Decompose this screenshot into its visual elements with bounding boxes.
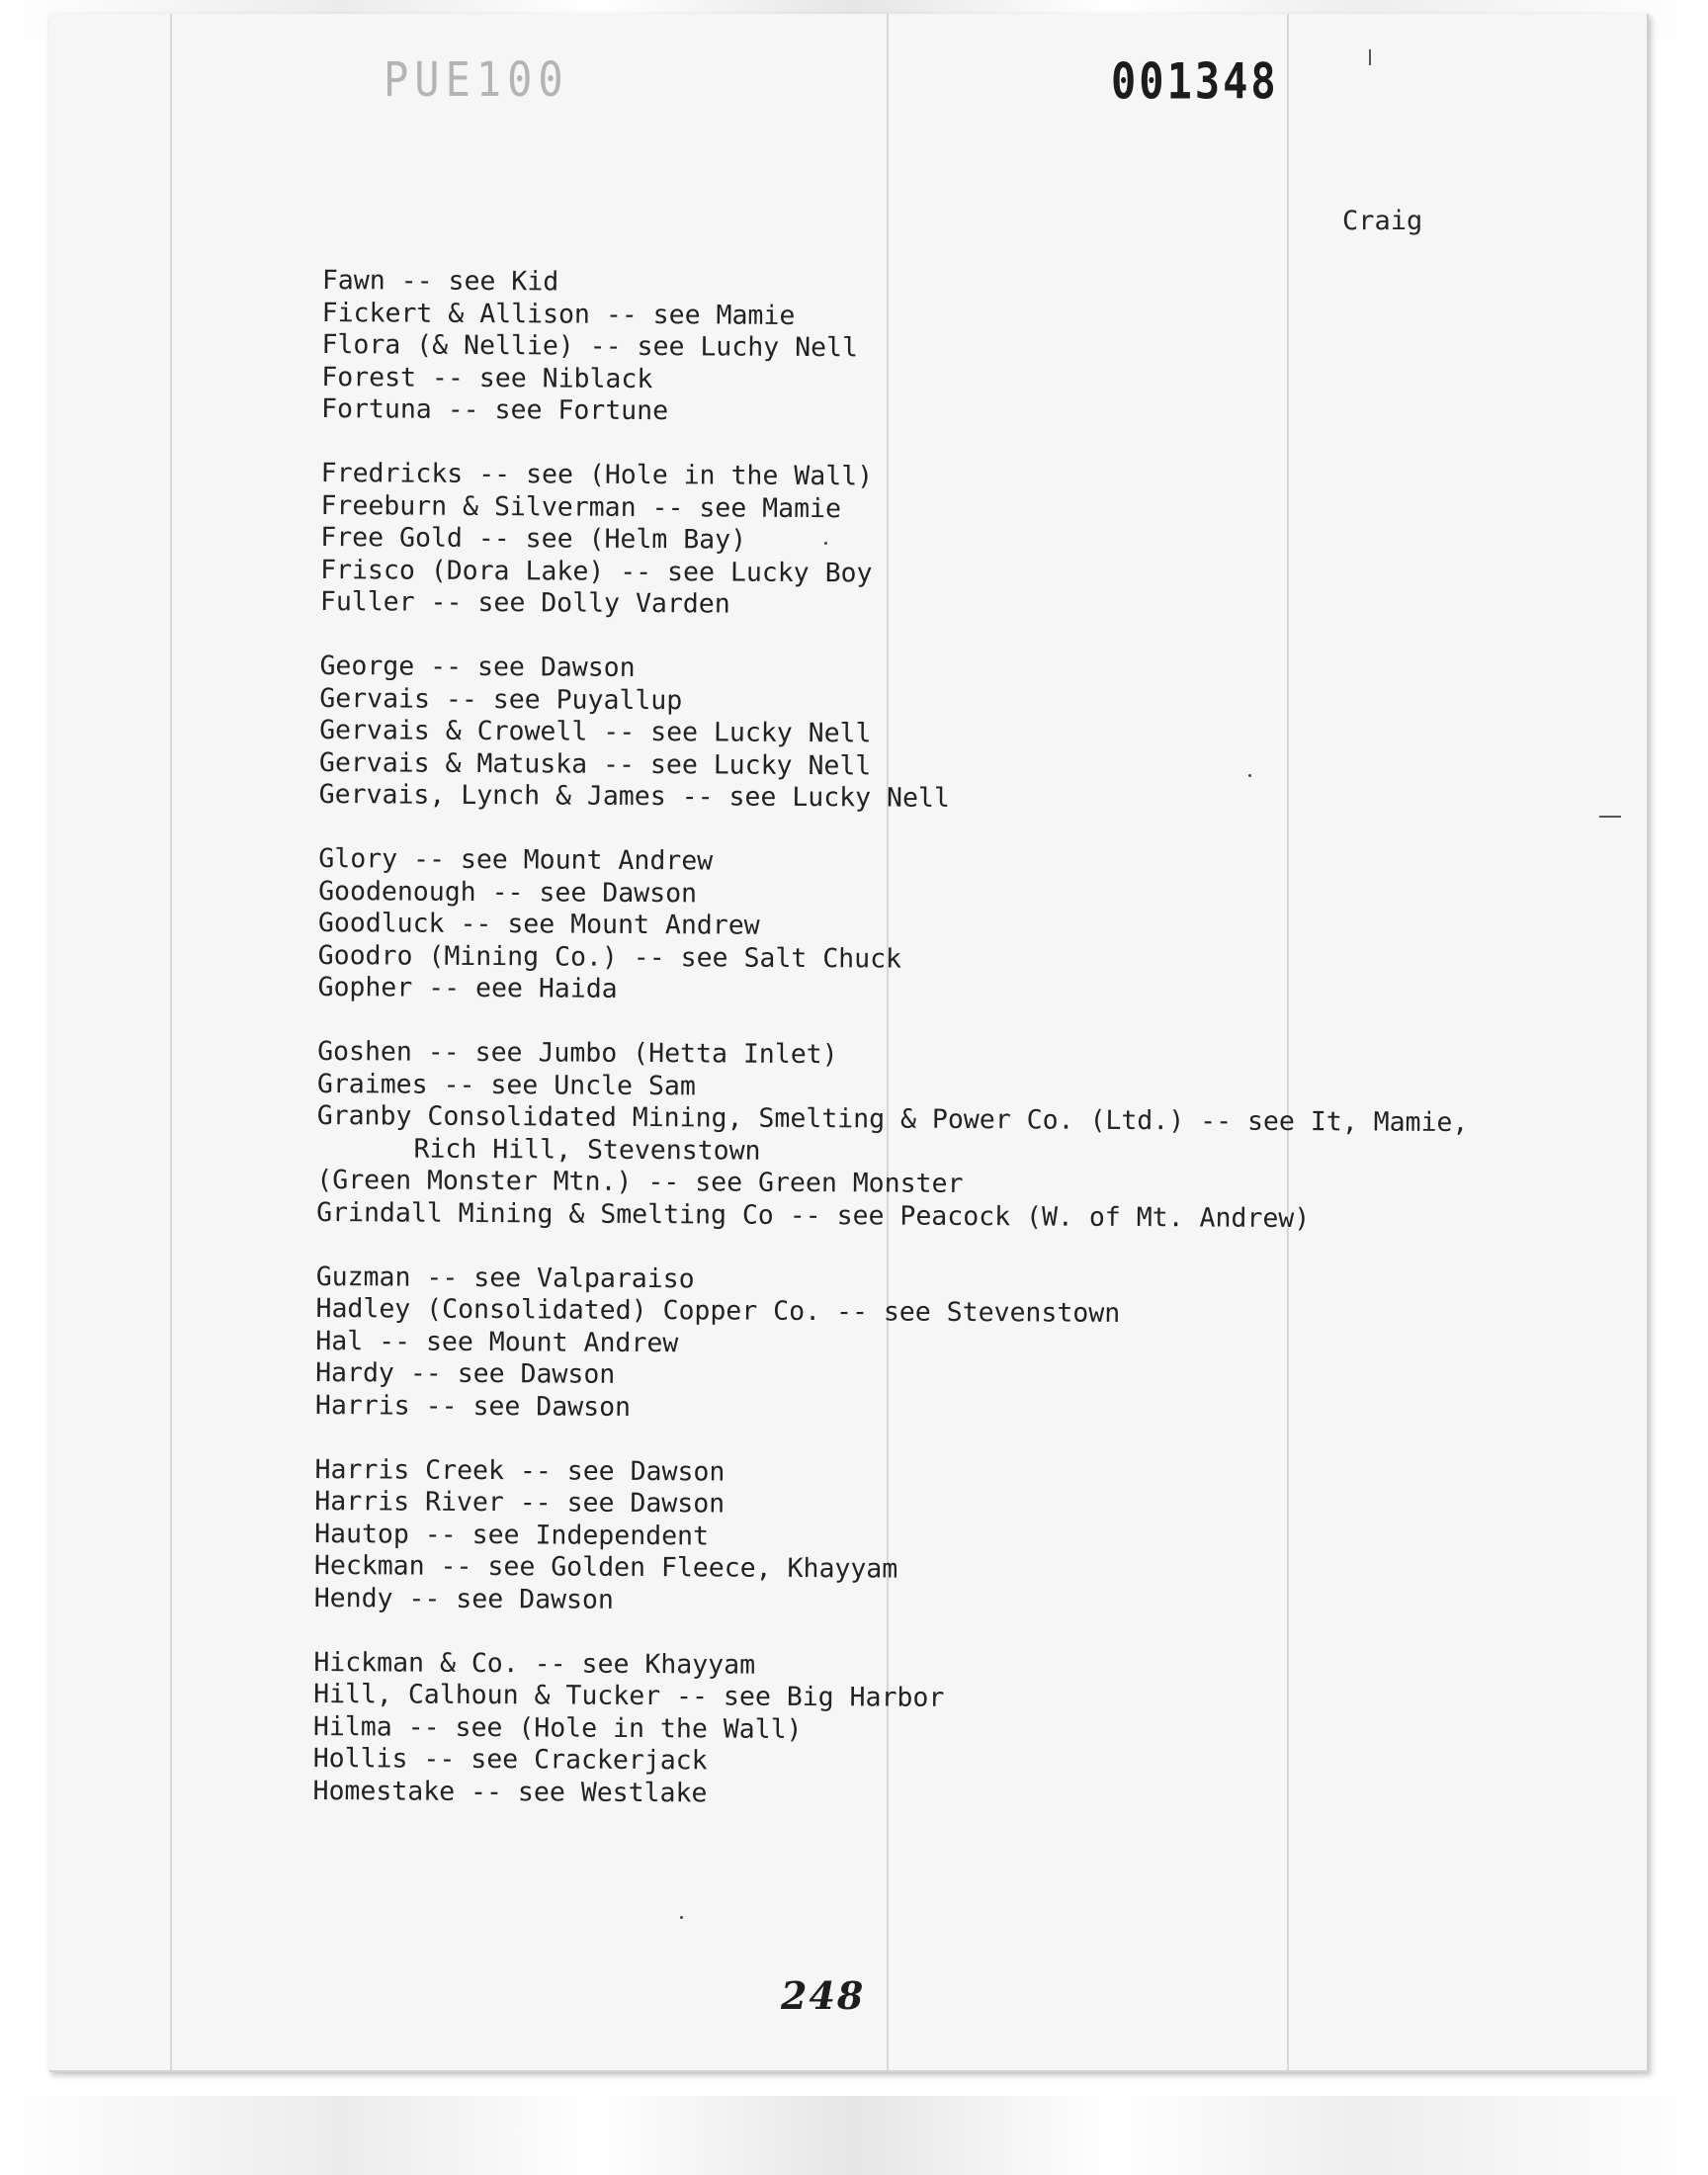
margin-dash-mark bbox=[1599, 816, 1621, 818]
list-item: Gervais & Crowell -- see Lucky Nell bbox=[319, 714, 872, 749]
list-item: Homestake -- see Westlake bbox=[312, 1775, 708, 1808]
list-item: Fawn -- see Kid bbox=[321, 265, 559, 298]
list-item: Gervais -- see Puyallup bbox=[319, 682, 683, 716]
entry-group bbox=[321, 265, 1568, 433]
list-item: Grindall Mining & Smelting Co -- see Peacock (W. of Mt. Andrew) bbox=[316, 1196, 1311, 1234]
margin-tick-mark bbox=[1369, 49, 1371, 65]
faint-stamp: PUE100 bbox=[384, 51, 569, 108]
list-item: Harris -- see Dawson bbox=[314, 1389, 632, 1423]
list-item: Hill, Calhoun & Tucker -- see Big Harbor bbox=[313, 1678, 945, 1713]
cross-reference-list bbox=[312, 265, 1568, 1847]
list-item: Graimes -- see Uncle Sam bbox=[316, 1068, 696, 1101]
list-item: Harris Creek -- see Dawson bbox=[314, 1453, 726, 1488]
list-item: Goodenough -- see Dawson bbox=[318, 875, 698, 909]
list-item: Flora (& Nellie) -- see Luchy Nell bbox=[321, 328, 859, 364]
entry-group bbox=[312, 1646, 1559, 1814]
list-item: Freeburn & Silverman -- see Mamie bbox=[320, 489, 842, 524]
list-item: Goodluck -- see Mount Andrew bbox=[317, 907, 760, 941]
list-item: Fredricks -- see (Hole in the Wall) bbox=[320, 457, 874, 492]
list-item: Fickert & Allison -- see Mamie bbox=[321, 297, 796, 331]
entry-group bbox=[317, 843, 1564, 1011]
list-item: Frisco (Dora Lake) -- see Lucky Boy bbox=[320, 554, 873, 588]
list-item: Hendy -- see Dawson bbox=[313, 1582, 614, 1615]
list-item: Guzman -- see Valparaiso bbox=[315, 1261, 695, 1294]
list-item: Free Gold -- see (Helm Bay) bbox=[320, 521, 747, 556]
region-label: Craig bbox=[1342, 206, 1423, 236]
list-item: Glory -- see Mount Andrew bbox=[318, 842, 714, 877]
entry-group bbox=[314, 1453, 1561, 1621]
list-item: Gervais, Lynch & James -- see Lucky Nell bbox=[318, 778, 950, 814]
page-number: 248 bbox=[781, 1973, 866, 2018]
list-item: Fuller -- see Dolly Varden bbox=[319, 585, 730, 620]
list-item: Gopher -- eee Haida bbox=[317, 971, 618, 1004]
scan-edge-bottom bbox=[0, 2096, 1708, 2175]
document-number: 001348 bbox=[1111, 52, 1279, 111]
list-item: Goshen -- see Jumbo (Hetta Inlet) bbox=[317, 1035, 838, 1071]
list-item: Heckman -- see Golden Fleece, Khayyam bbox=[313, 1549, 898, 1585]
list-item: Goodro (Mining Co.) -- see Salt Chuck bbox=[317, 939, 902, 975]
list-item: Hickman & Co. -- see Khayyam bbox=[313, 1646, 756, 1681]
entry-group bbox=[320, 458, 1567, 626]
list-item: Hilma -- see (Hole in the Wall) bbox=[312, 1710, 803, 1745]
scan-speck bbox=[680, 1916, 683, 1919]
entry-group bbox=[316, 1036, 1563, 1237]
list-item: Forest -- see Niblack bbox=[321, 361, 653, 394]
scan-speck bbox=[1248, 774, 1251, 777]
entry-group bbox=[319, 651, 1566, 819]
entry-group bbox=[315, 1261, 1562, 1429]
list-item: Hardy -- see Dawson bbox=[315, 1356, 616, 1390]
list-item: Harris River -- see Dawson bbox=[314, 1485, 726, 1520]
list-item-continuation: Rich Hill, Stevenstown bbox=[413, 1133, 761, 1167]
list-item: George -- see Dawson bbox=[319, 650, 636, 683]
list-item: Hollis -- see Crackerjack bbox=[312, 1742, 708, 1777]
list-item: Gervais & Matuska -- see Lucky Nell bbox=[318, 746, 872, 781]
list-item: Hadley (Consolidated) Copper Co. -- see Stevenstown bbox=[315, 1292, 1121, 1329]
list-item: Hal -- see Mount Andrew bbox=[315, 1325, 679, 1358]
scan-speck bbox=[824, 542, 827, 545]
list-item: Hautop -- see Independent bbox=[314, 1518, 710, 1551]
list-item: Fortuna -- see Fortune bbox=[321, 392, 669, 427]
list-item: (Green Monster Mtn.) -- see Green Monster bbox=[316, 1164, 964, 1199]
fold-line-left bbox=[170, 14, 172, 2070]
list-item: Granby Consolidated Mining, Smelting & Power Co. (Ltd.) -- see It, Mamie, bbox=[316, 1099, 1469, 1139]
